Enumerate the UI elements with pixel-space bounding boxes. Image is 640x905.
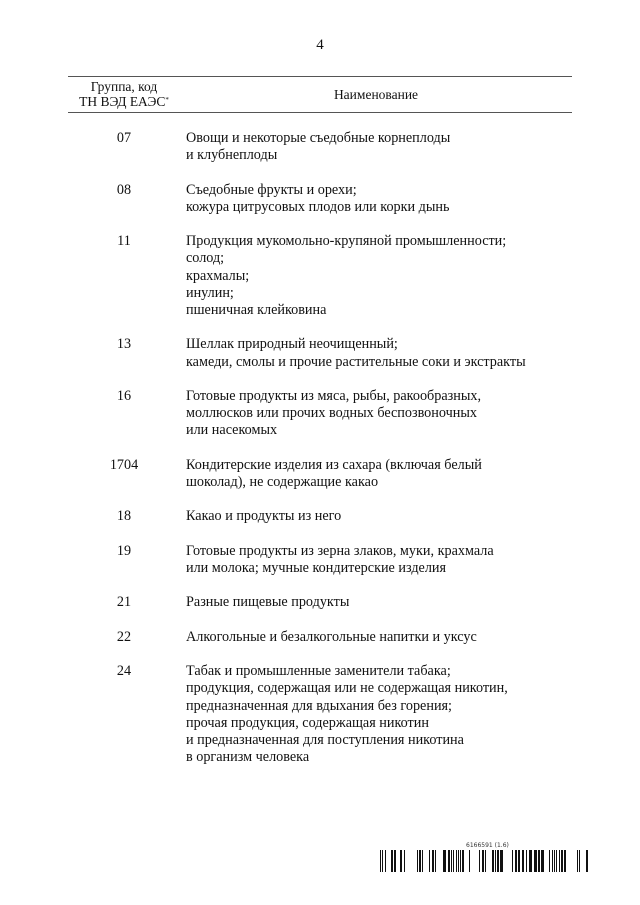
barcode-bar: [429, 850, 430, 872]
row-name-line: шоколад), не содержащие какао: [186, 473, 379, 490]
barcode-bar: [541, 850, 544, 872]
table-row: [68, 594, 572, 611]
row-name-line: камеди, смолы и прочие растительные соки и экстракты: [186, 353, 526, 370]
table-row: [68, 336, 572, 370]
row-name-line: Какао и продукты из него: [186, 508, 342, 525]
row-name-line: Кондитерские изделия из сахара (включая белый: [186, 456, 482, 473]
barcode-bar: [564, 850, 566, 872]
barcode-bar: [394, 850, 396, 872]
row-name: [186, 130, 572, 164]
row-name-line: Алкогольные и безалкогольные напитки и уксус: [186, 628, 477, 645]
row-name-line: или насекомых: [186, 422, 278, 439]
barcode-bar: [495, 850, 496, 872]
barcode-bar: [492, 850, 494, 872]
row-name-line: прочая продукция, содержащая никотин: [186, 714, 429, 731]
code-header-line2: ТН ВЭД ЕАЭС: [79, 94, 166, 109]
row-name-line: крахмалы;: [186, 267, 250, 284]
barcode-bar: [586, 850, 588, 872]
barcode-bar: [559, 850, 560, 872]
row-name-line: и клубнеплоды: [186, 147, 278, 164]
barcode-bar: [417, 850, 418, 872]
row-name-line: в организм человека: [186, 749, 310, 766]
barcode-bar: [435, 850, 436, 872]
barcode-bar: [526, 850, 527, 872]
document-code: 6166591 (1.6): [466, 842, 509, 849]
row-code: 24: [116, 663, 132, 680]
row-name-line: солод;: [186, 250, 225, 267]
barcode-bar: [462, 850, 464, 872]
row-name-line: Овощи и некоторые съедобные корнеплоды: [186, 130, 451, 146]
row-name-line: Шеллак природный неочищенный;: [186, 336, 398, 353]
barcode-bar: [419, 850, 421, 872]
barcode-bar: [404, 850, 405, 872]
table-row: [68, 629, 572, 646]
row-name-line: Съедобные фрукты и орехи;: [186, 181, 357, 198]
barcode-bar: [512, 850, 513, 872]
barcode-bar: [561, 850, 563, 872]
barcode-bar: [456, 850, 457, 872]
row-name-line: Продукция мукомольно-крупяной промышленности;: [186, 233, 507, 250]
barcode-bar: [479, 850, 480, 872]
row-code: 13: [116, 336, 132, 353]
row-code: 16: [116, 387, 132, 404]
code-header-line1: Группа, код: [90, 79, 158, 94]
barcode-bar: [549, 850, 550, 872]
row-name: [186, 388, 572, 440]
barcode-bar: [500, 850, 503, 872]
row-name: [186, 543, 572, 577]
barcode-bar: [432, 850, 434, 872]
barcode-bar: [482, 850, 484, 872]
row-name-line: продукция, содержащая или не содержащая никотин,: [186, 680, 508, 697]
barcode-bar: [400, 850, 402, 872]
barcode-bar: [443, 850, 446, 872]
row-name-line: Готовые продукты из мяса, рыбы, ракообразных,: [186, 387, 482, 404]
table-row: [68, 508, 572, 525]
table-row: [68, 457, 572, 491]
barcode-bar: [422, 850, 423, 872]
table-body: [68, 130, 572, 784]
table-row: [68, 130, 572, 164]
row-name-line: и предназначенная для поступления никотина: [186, 731, 464, 748]
table-row: [68, 233, 572, 319]
row-code: 22: [116, 628, 132, 645]
footnote-mark: *: [165, 96, 169, 104]
barcode-bar: [515, 850, 517, 872]
row-name: [186, 182, 572, 216]
row-code: 19: [116, 542, 132, 559]
barcode-bar: [391, 850, 393, 872]
table-row: [68, 543, 572, 577]
barcode-bar: [577, 850, 578, 872]
row-code: 08: [116, 181, 132, 198]
code-column-header: [68, 79, 180, 109]
row-name-line: Готовые продукты из зерна злаков, муки, крахмала: [186, 542, 494, 559]
barcode-bar: [469, 850, 470, 872]
name-column-header: Наименование: [333, 87, 419, 102]
row-code: 21: [116, 594, 132, 611]
row-name: [186, 457, 572, 491]
row-name-line: пшеничная клейковина: [186, 302, 327, 318]
row-name: [186, 629, 572, 646]
barcode-bar: [497, 850, 499, 872]
row-name-line: инулин;: [186, 284, 234, 301]
barcode-bar: [522, 850, 524, 872]
barcode-bar: [538, 850, 540, 872]
barcode-bar: [529, 850, 532, 872]
row-name: [186, 336, 572, 370]
table-row: [68, 182, 572, 216]
barcode-bar: [460, 850, 461, 872]
barcode-bar: [579, 850, 580, 872]
page-number: 4: [316, 37, 324, 53]
row-name: [186, 594, 572, 611]
barcode-bar: [458, 850, 459, 872]
barcode-bar: [385, 850, 386, 872]
row-code: 1704: [109, 456, 139, 473]
row-name: [186, 508, 572, 525]
barcode-bar: [534, 850, 537, 872]
row-name: [186, 663, 572, 766]
row-code: 18: [116, 508, 132, 525]
barcode: [380, 850, 590, 872]
barcode-bar: [552, 850, 553, 872]
row-code: 07: [116, 130, 132, 146]
row-name-line: Разные пищевые продукты: [186, 594, 350, 611]
barcode-bar: [556, 850, 557, 872]
row-code: 11: [117, 233, 131, 250]
row-name-line: Табак и промышленные заменители табака;: [186, 663, 451, 680]
barcode-bar: [518, 850, 520, 872]
table-header: [68, 76, 572, 113]
barcode-bar: [554, 850, 555, 872]
table-row: [68, 388, 572, 440]
row-name-line: моллюсков или прочих водных беспозвоночных: [186, 405, 477, 422]
row-name-line: предназначенная для вдыхания без горения;: [186, 697, 453, 714]
barcode-bar: [380, 850, 381, 872]
row-name: [186, 233, 572, 319]
barcode-bar: [382, 850, 383, 872]
barcode-bar: [448, 850, 450, 872]
row-name-line: или молока; мучные кондитерские изделия: [186, 559, 447, 576]
row-name-line: кожура цитрусовых плодов или корки дынь: [186, 198, 450, 215]
table-row: [68, 663, 572, 766]
barcode-bar: [485, 850, 486, 872]
barcode-bar: [451, 850, 452, 872]
barcode-bar: [453, 850, 454, 872]
